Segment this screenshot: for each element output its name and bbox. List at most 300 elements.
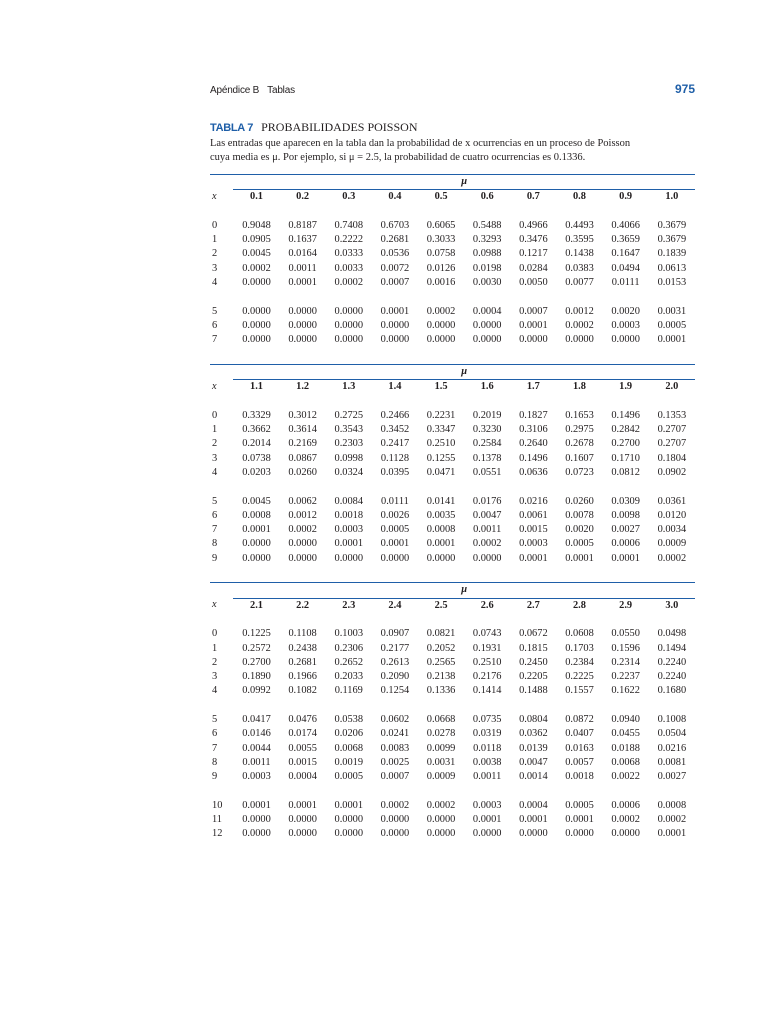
mu-header-row — [210, 365, 695, 380]
probability-cell: 0.1703 — [565, 642, 594, 654]
probability-cell: 0.0011 — [473, 771, 502, 783]
probability-cell: 0.0735 — [472, 713, 502, 725]
probability-cell: 0.0000 — [334, 319, 364, 331]
probability-cell: 0.0020 — [611, 305, 640, 317]
x-value: 4 — [212, 277, 218, 289]
probability-cell: 0.0001 — [426, 538, 456, 550]
x-value: 4 — [212, 685, 218, 697]
probability-cell: 0.1839 — [657, 248, 687, 260]
block-tail — [210, 348, 695, 362]
probability-cell: 0.0005 — [565, 799, 594, 811]
appendix-label: Apéndice B — [210, 85, 260, 96]
probability-cell: 0.0000 — [242, 334, 271, 346]
probability-cell: 0.0031 — [657, 305, 687, 317]
probability-cell: 0.1438 — [565, 248, 594, 260]
mu-column-header: 0.1 — [233, 190, 279, 205]
probability-cell: 0.0005 — [657, 319, 687, 331]
probability-cell: 0.0260 — [288, 466, 317, 478]
probability-cell: 0.0417 — [242, 713, 271, 725]
probability-cell: 0.0005 — [380, 524, 410, 536]
probability-cell: 0.0998 — [334, 452, 364, 464]
probability-cell: 0.2700 — [242, 656, 271, 668]
probability-cell: 0.0001 — [242, 524, 271, 536]
probability-cell: 0.0538 — [334, 713, 364, 725]
mu-column-header: 1.8 — [556, 380, 602, 395]
probability-cell: 0.0188 — [611, 742, 640, 754]
probability-cell: 0.2565 — [426, 656, 456, 668]
probability-cell: 0.0008 — [242, 509, 271, 521]
group-spacer — [210, 290, 695, 304]
mu-column-header: 2.2 — [280, 598, 326, 613]
probability-cell: 0.0174 — [288, 728, 317, 740]
probability-cell: 0.0498 — [657, 628, 687, 640]
probability-cell: 0.3595 — [565, 234, 594, 246]
probability-cell: 0.0000 — [565, 334, 594, 346]
probability-cell: 0.0011 — [288, 262, 317, 274]
probability-cell: 0.0000 — [380, 552, 410, 564]
probability-cell: 0.0007 — [519, 305, 548, 317]
probability-cell: 0.2177 — [380, 642, 410, 654]
probability-cell: 0.0111 — [381, 495, 409, 507]
probability-cell: 0.2306 — [334, 642, 364, 654]
mu-row-blank — [210, 365, 233, 380]
probability-cell: 0.2450 — [519, 656, 548, 668]
mu-column-header: 2.6 — [464, 598, 510, 613]
mu-column-header: 1.4 — [372, 380, 418, 395]
probability-cell: 0.0672 — [519, 628, 548, 640]
table-row — [210, 756, 695, 770]
mu-column-header: 0.7 — [510, 190, 556, 205]
probability-cell: 0.0083 — [380, 742, 410, 754]
probability-cell: 0.2237 — [611, 671, 640, 683]
probability-cell: 0.0872 — [565, 713, 594, 725]
probability-cell: 0.0068 — [334, 742, 364, 754]
probability-cell: 0.0758 — [426, 248, 456, 260]
probability-cell: 0.6065 — [426, 219, 456, 231]
probability-cell: 0.0361 — [657, 495, 687, 507]
probability-cell: 0.3476 — [519, 234, 548, 246]
mu-column-header: 1.5 — [418, 380, 464, 395]
probability-cell: 0.0001 — [565, 814, 594, 826]
probability-cell: 0.0319 — [472, 728, 502, 740]
table-row — [210, 523, 695, 537]
table-title: PROBABILIDADES POISSON — [261, 120, 418, 134]
probability-cell: 0.2169 — [288, 438, 317, 450]
probability-cell: 0.0000 — [334, 305, 364, 317]
table-row — [210, 305, 695, 319]
probability-cell: 0.0602 — [380, 713, 410, 725]
probability-cell: 0.0000 — [426, 814, 456, 826]
table-row — [210, 333, 695, 347]
probability-cell: 0.0636 — [519, 466, 548, 478]
x-value: 3 — [212, 452, 218, 464]
probability-cell: 0.0002 — [657, 814, 687, 826]
x-value: 9 — [212, 771, 218, 783]
probability-cell: 0.1225 — [242, 628, 271, 640]
table-row — [210, 552, 695, 566]
probability-cell: 0.0324 — [334, 466, 364, 478]
x-value: 1 — [212, 642, 218, 654]
probability-cell: 0.0002 — [380, 799, 410, 811]
probability-cell: 0.0001 — [288, 799, 317, 811]
x-column-header: x — [212, 191, 217, 203]
mu-column-header: 0.2 — [280, 190, 326, 205]
mu-column-header: 2.3 — [326, 598, 372, 613]
x-value: 7 — [212, 524, 218, 536]
probability-cell: 0.0055 — [288, 742, 317, 754]
probability-cell: 0.2700 — [611, 438, 640, 450]
probability-cell: 0.0000 — [288, 552, 317, 564]
probability-cell: 0.0000 — [334, 828, 364, 840]
probability-cell: 0.0062 — [288, 495, 317, 507]
probability-cell: 0.0407 — [565, 728, 594, 740]
probability-cell: 0.0000 — [380, 828, 410, 840]
probability-cell: 0.2225 — [565, 671, 594, 683]
probability-table — [210, 583, 695, 856]
probability-cell: 0.0000 — [334, 552, 364, 564]
probability-cell: 0.0022 — [611, 771, 640, 783]
chapter-label: Tablas — [267, 85, 295, 96]
probability-cell: 0.0004 — [519, 799, 548, 811]
probability-cell: 0.0007 — [380, 277, 410, 289]
probability-cell: 0.0005 — [334, 771, 364, 783]
mu-column-header: 1.6 — [464, 380, 510, 395]
probability-cell: 0.0000 — [288, 814, 317, 826]
mu-header-row — [210, 583, 695, 598]
probability-cell: 0.0001 — [334, 538, 364, 550]
probability-cell: 0.1217 — [519, 248, 548, 260]
probability-cell: 0.0030 — [472, 277, 502, 289]
table-row — [210, 437, 695, 451]
probability-cell: 0.0033 — [334, 262, 364, 274]
probability-cell: 0.4966 — [519, 219, 548, 231]
probability-cell: 0.0078 — [565, 509, 594, 521]
table-row — [210, 670, 695, 684]
probability-cell: 0.0284 — [519, 262, 548, 274]
probability-cell: 0.0867 — [288, 452, 317, 464]
probability-cell: 0.0001 — [242, 799, 271, 811]
probability-cell: 0.0061 — [519, 509, 548, 521]
probability-cell: 0.0057 — [565, 756, 594, 768]
probability-cell: 0.0000 — [472, 828, 502, 840]
probability-cell: 0.0333 — [334, 248, 364, 260]
probability-cell: 0.3230 — [472, 424, 502, 436]
probability-cell: 0.0146 — [242, 728, 271, 740]
x-value: 7 — [212, 742, 218, 754]
x-value: 4 — [212, 466, 218, 478]
probability-cell: 0.0002 — [657, 552, 687, 564]
x-value: 9 — [212, 552, 218, 564]
probability-cell: 0.1827 — [519, 409, 548, 421]
probability-cell: 0.2014 — [242, 438, 271, 450]
probability-cell: 0.0206 — [334, 728, 364, 740]
probability-cell: 0.2466 — [380, 409, 410, 421]
x-value: 5 — [212, 495, 218, 507]
mu-symbol: μ — [461, 365, 468, 377]
group-spacer — [210, 784, 695, 798]
probability-cell: 0.0000 — [472, 552, 502, 564]
x-column-header: x — [212, 599, 217, 611]
probability-cell: 0.0278 — [426, 728, 456, 740]
mu-column-header: 1.3 — [326, 380, 372, 395]
mu-column-header: 2.8 — [556, 598, 602, 613]
probability-cell: 0.3106 — [519, 424, 548, 436]
x-value: 6 — [212, 509, 218, 521]
probability-cell: 0.1496 — [519, 452, 548, 464]
probability-cell: 0.0003 — [611, 319, 640, 331]
probability-cell: 0.1496 — [611, 409, 640, 421]
probability-cell: 0.1378 — [472, 452, 502, 464]
probability-cell: 0.0551 — [472, 466, 502, 478]
probability-cell: 0.3659 — [611, 234, 640, 246]
probability-cell: 0.0153 — [657, 277, 687, 289]
probability-cell: 0.0000 — [611, 334, 640, 346]
probability-cell: 0.0000 — [380, 814, 410, 826]
probability-cell: 0.2707 — [657, 438, 687, 450]
probability-cell: 0.0016 — [426, 277, 456, 289]
probability-cell: 0.0141 — [426, 495, 456, 507]
probability-cell: 0.1607 — [565, 452, 594, 464]
probability-cell: 0.0203 — [242, 466, 271, 478]
probability-cell: 0.0077 — [565, 277, 594, 289]
column-header-row — [210, 598, 695, 613]
probability-cell: 0.0001 — [288, 277, 317, 289]
probability-cell: 0.0000 — [242, 814, 271, 826]
probability-cell: 0.0743 — [472, 628, 502, 640]
probability-cell: 0.0001 — [472, 814, 502, 826]
x-value: 10 — [212, 799, 223, 811]
probability-cell: 0.0020 — [565, 524, 594, 536]
table-row — [210, 219, 695, 233]
table-caption — [210, 137, 695, 165]
probability-cell: 0.2052 — [426, 642, 456, 654]
probability-cell: 0.3679 — [657, 234, 687, 246]
caption-line-1: Las entradas que aparecen en la tabla dan la probabilidad de x ocurrencias en un proceso de Poisson — [210, 138, 631, 149]
x-value: 3 — [212, 262, 218, 274]
probability-cell: 0.0012 — [565, 305, 594, 317]
mu-column-header: 0.6 — [464, 190, 510, 205]
column-header-row — [210, 190, 695, 205]
x-value: 8 — [212, 538, 218, 550]
table-row — [210, 276, 695, 290]
probability-cell: 0.3012 — [288, 409, 317, 421]
mu-column-header: 0.8 — [556, 190, 602, 205]
probability-cell: 0.0118 — [473, 742, 502, 754]
probability-cell: 0.2384 — [565, 656, 594, 668]
probability-cell: 0.2584 — [472, 438, 502, 450]
probability-cell: 0.1494 — [657, 642, 687, 654]
probability-cell: 0.0000 — [288, 319, 317, 331]
x-value: 8 — [212, 756, 218, 768]
table-row — [210, 827, 695, 841]
probability-cell: 0.2640 — [519, 438, 548, 450]
probability-table — [210, 175, 695, 362]
probability-cell: 0.0000 — [242, 828, 271, 840]
probability-cell: 0.0000 — [288, 538, 317, 550]
x-value: 5 — [212, 713, 218, 725]
probability-cell: 0.0026 — [380, 509, 410, 521]
table-row — [210, 770, 695, 784]
probability-cell: 0.3033 — [426, 234, 456, 246]
probability-cell: 0.0000 — [565, 828, 594, 840]
table-row — [210, 727, 695, 741]
probability-cell: 0.1596 — [611, 642, 640, 654]
probability-cell: 0.3614 — [288, 424, 317, 436]
probability-cell: 0.2510 — [472, 656, 502, 668]
table-row — [210, 713, 695, 727]
probability-cell: 0.0260 — [565, 495, 594, 507]
table-row — [210, 742, 695, 756]
table-heading — [210, 120, 695, 135]
mu-column-header: 0.5 — [418, 190, 464, 205]
probability-cell: 0.1254 — [380, 685, 410, 697]
probability-cell: 0.0940 — [611, 713, 640, 725]
group-spacer — [210, 480, 695, 494]
table-block — [210, 174, 695, 362]
table-row — [210, 495, 695, 509]
probability-cell: 0.0164 — [288, 248, 317, 260]
probability-cell: 0.2572 — [242, 642, 271, 654]
probability-cell: 0.0000 — [288, 305, 317, 317]
running-head — [210, 82, 695, 100]
x-value: 3 — [212, 671, 218, 683]
probability-cell: 0.9048 — [242, 219, 271, 231]
probability-cell: 0.0000 — [472, 319, 502, 331]
probability-cell: 0.1169 — [334, 685, 363, 697]
probability-cell: 0.0395 — [380, 466, 410, 478]
probability-cell: 0.1890 — [242, 671, 271, 683]
probability-cell: 0.0018 — [565, 771, 594, 783]
probability-cell: 0.0009 — [426, 771, 456, 783]
probability-cell: 0.0000 — [242, 277, 271, 289]
x-value: 5 — [212, 305, 218, 317]
probability-cell: 0.0000 — [242, 552, 271, 564]
document-page — [210, 82, 695, 856]
probability-cell: 0.1557 — [565, 685, 594, 697]
table-row — [210, 423, 695, 437]
probability-cell: 0.0001 — [334, 799, 364, 811]
probability-cell: 0.0050 — [519, 277, 548, 289]
probability-cell: 0.0018 — [334, 509, 364, 521]
probability-cell: 0.6703 — [380, 219, 410, 231]
mu-column-header: 1.9 — [603, 380, 649, 395]
mu-column-header: 1.7 — [510, 380, 556, 395]
probability-cell: 0.0309 — [611, 495, 640, 507]
probability-cell: 0.0000 — [380, 334, 410, 346]
probability-cell: 0.1647 — [611, 248, 640, 260]
table-label: TABLA 7 — [210, 122, 254, 134]
probability-cell: 0.5488 — [472, 219, 502, 231]
table-row — [210, 627, 695, 641]
probability-cell: 0.0383 — [565, 262, 594, 274]
probability-cell: 0.0031 — [426, 756, 456, 768]
probability-cell: 0.0494 — [611, 262, 640, 274]
probability-cell: 0.2240 — [657, 671, 687, 683]
table-row — [210, 262, 695, 276]
x-value: 7 — [212, 334, 218, 346]
probability-cell: 0.1637 — [288, 234, 317, 246]
row-spacer — [210, 613, 695, 627]
probability-cell: 0.2975 — [565, 424, 594, 436]
probability-cell: 0.2033 — [334, 671, 364, 683]
probability-cell: 0.0001 — [565, 552, 594, 564]
mu-column-header: 0.4 — [372, 190, 418, 205]
probability-cell: 0.0003 — [519, 538, 548, 550]
table-row — [210, 684, 695, 698]
probability-cell: 0.0120 — [657, 509, 687, 521]
probability-cell: 0.0035 — [426, 509, 456, 521]
probability-cell: 0.0000 — [519, 334, 548, 346]
x-value: 2 — [212, 656, 218, 668]
probability-cell: 0.0000 — [242, 319, 271, 331]
probability-cell: 0.0241 — [380, 728, 410, 740]
probability-cell: 0.0000 — [288, 828, 317, 840]
probability-cell: 0.1680 — [657, 685, 687, 697]
table-block — [210, 364, 695, 580]
probability-cell: 0.0003 — [472, 799, 502, 811]
probability-cell: 0.2138 — [426, 671, 456, 683]
caption-line-2: cuya media es μ. Por ejemplo, si μ = 2.5, la probabilidad de cuatro ocurrencias es 0.1336. — [210, 152, 586, 163]
probability-cell: 0.2090 — [380, 671, 410, 683]
probability-cell: 0.1108 — [288, 628, 317, 640]
probability-cell: 0.0476 — [288, 713, 317, 725]
probability-cell: 0.2707 — [657, 424, 687, 436]
probability-cell: 0.0002 — [288, 524, 317, 536]
mu-column-header: 2.0 — [649, 380, 695, 395]
probability-cell: 0.0001 — [519, 319, 548, 331]
probability-cell: 0.0002 — [611, 814, 640, 826]
x-value: 6 — [212, 319, 218, 331]
table-row — [210, 642, 695, 656]
table-row — [210, 799, 695, 813]
probability-cell: 0.0198 — [472, 262, 502, 274]
probability-cell: 0.0139 — [519, 742, 548, 754]
probability-cell: 0.0001 — [657, 828, 687, 840]
running-head-left — [210, 85, 295, 96]
probability-cell: 0.0471 — [426, 466, 456, 478]
probability-cell: 0.2842 — [611, 424, 640, 436]
probability-cell: 0.1128 — [380, 452, 410, 464]
probability-cell: 0.0000 — [472, 334, 502, 346]
probability-cell: 0.0000 — [611, 828, 640, 840]
probability-cell: 0.0084 — [334, 495, 364, 507]
mu-column-header: 2.4 — [372, 598, 418, 613]
probability-cell: 0.0008 — [657, 799, 687, 811]
probability-cell: 0.2681 — [288, 656, 317, 668]
probability-cell: 0.0002 — [472, 538, 502, 550]
x-value: 1 — [212, 424, 218, 436]
table-block — [210, 582, 695, 856]
probability-cell: 0.1710 — [611, 452, 640, 464]
mu-column-header: 1.2 — [280, 380, 326, 395]
probability-cell: 0.2231 — [426, 409, 456, 421]
probability-cell: 0.7408 — [334, 219, 364, 231]
probability-table — [210, 365, 695, 580]
x-value: 2 — [212, 438, 218, 450]
probability-cell: 0.1003 — [334, 628, 364, 640]
probability-cell: 0.0001 — [519, 552, 548, 564]
probability-cell: 0.0002 — [426, 799, 456, 811]
probability-cell: 0.0009 — [657, 538, 687, 550]
probability-cell: 0.3662 — [242, 424, 271, 436]
probability-cell: 0.0216 — [519, 495, 548, 507]
x-value: 2 — [212, 248, 218, 260]
probability-cell: 0.2510 — [426, 438, 456, 450]
probability-cell: 0.0002 — [426, 305, 456, 317]
probability-cell: 0.0047 — [519, 756, 548, 768]
probability-cell: 0.0821 — [426, 628, 456, 640]
probability-cell: 0.2681 — [380, 234, 410, 246]
